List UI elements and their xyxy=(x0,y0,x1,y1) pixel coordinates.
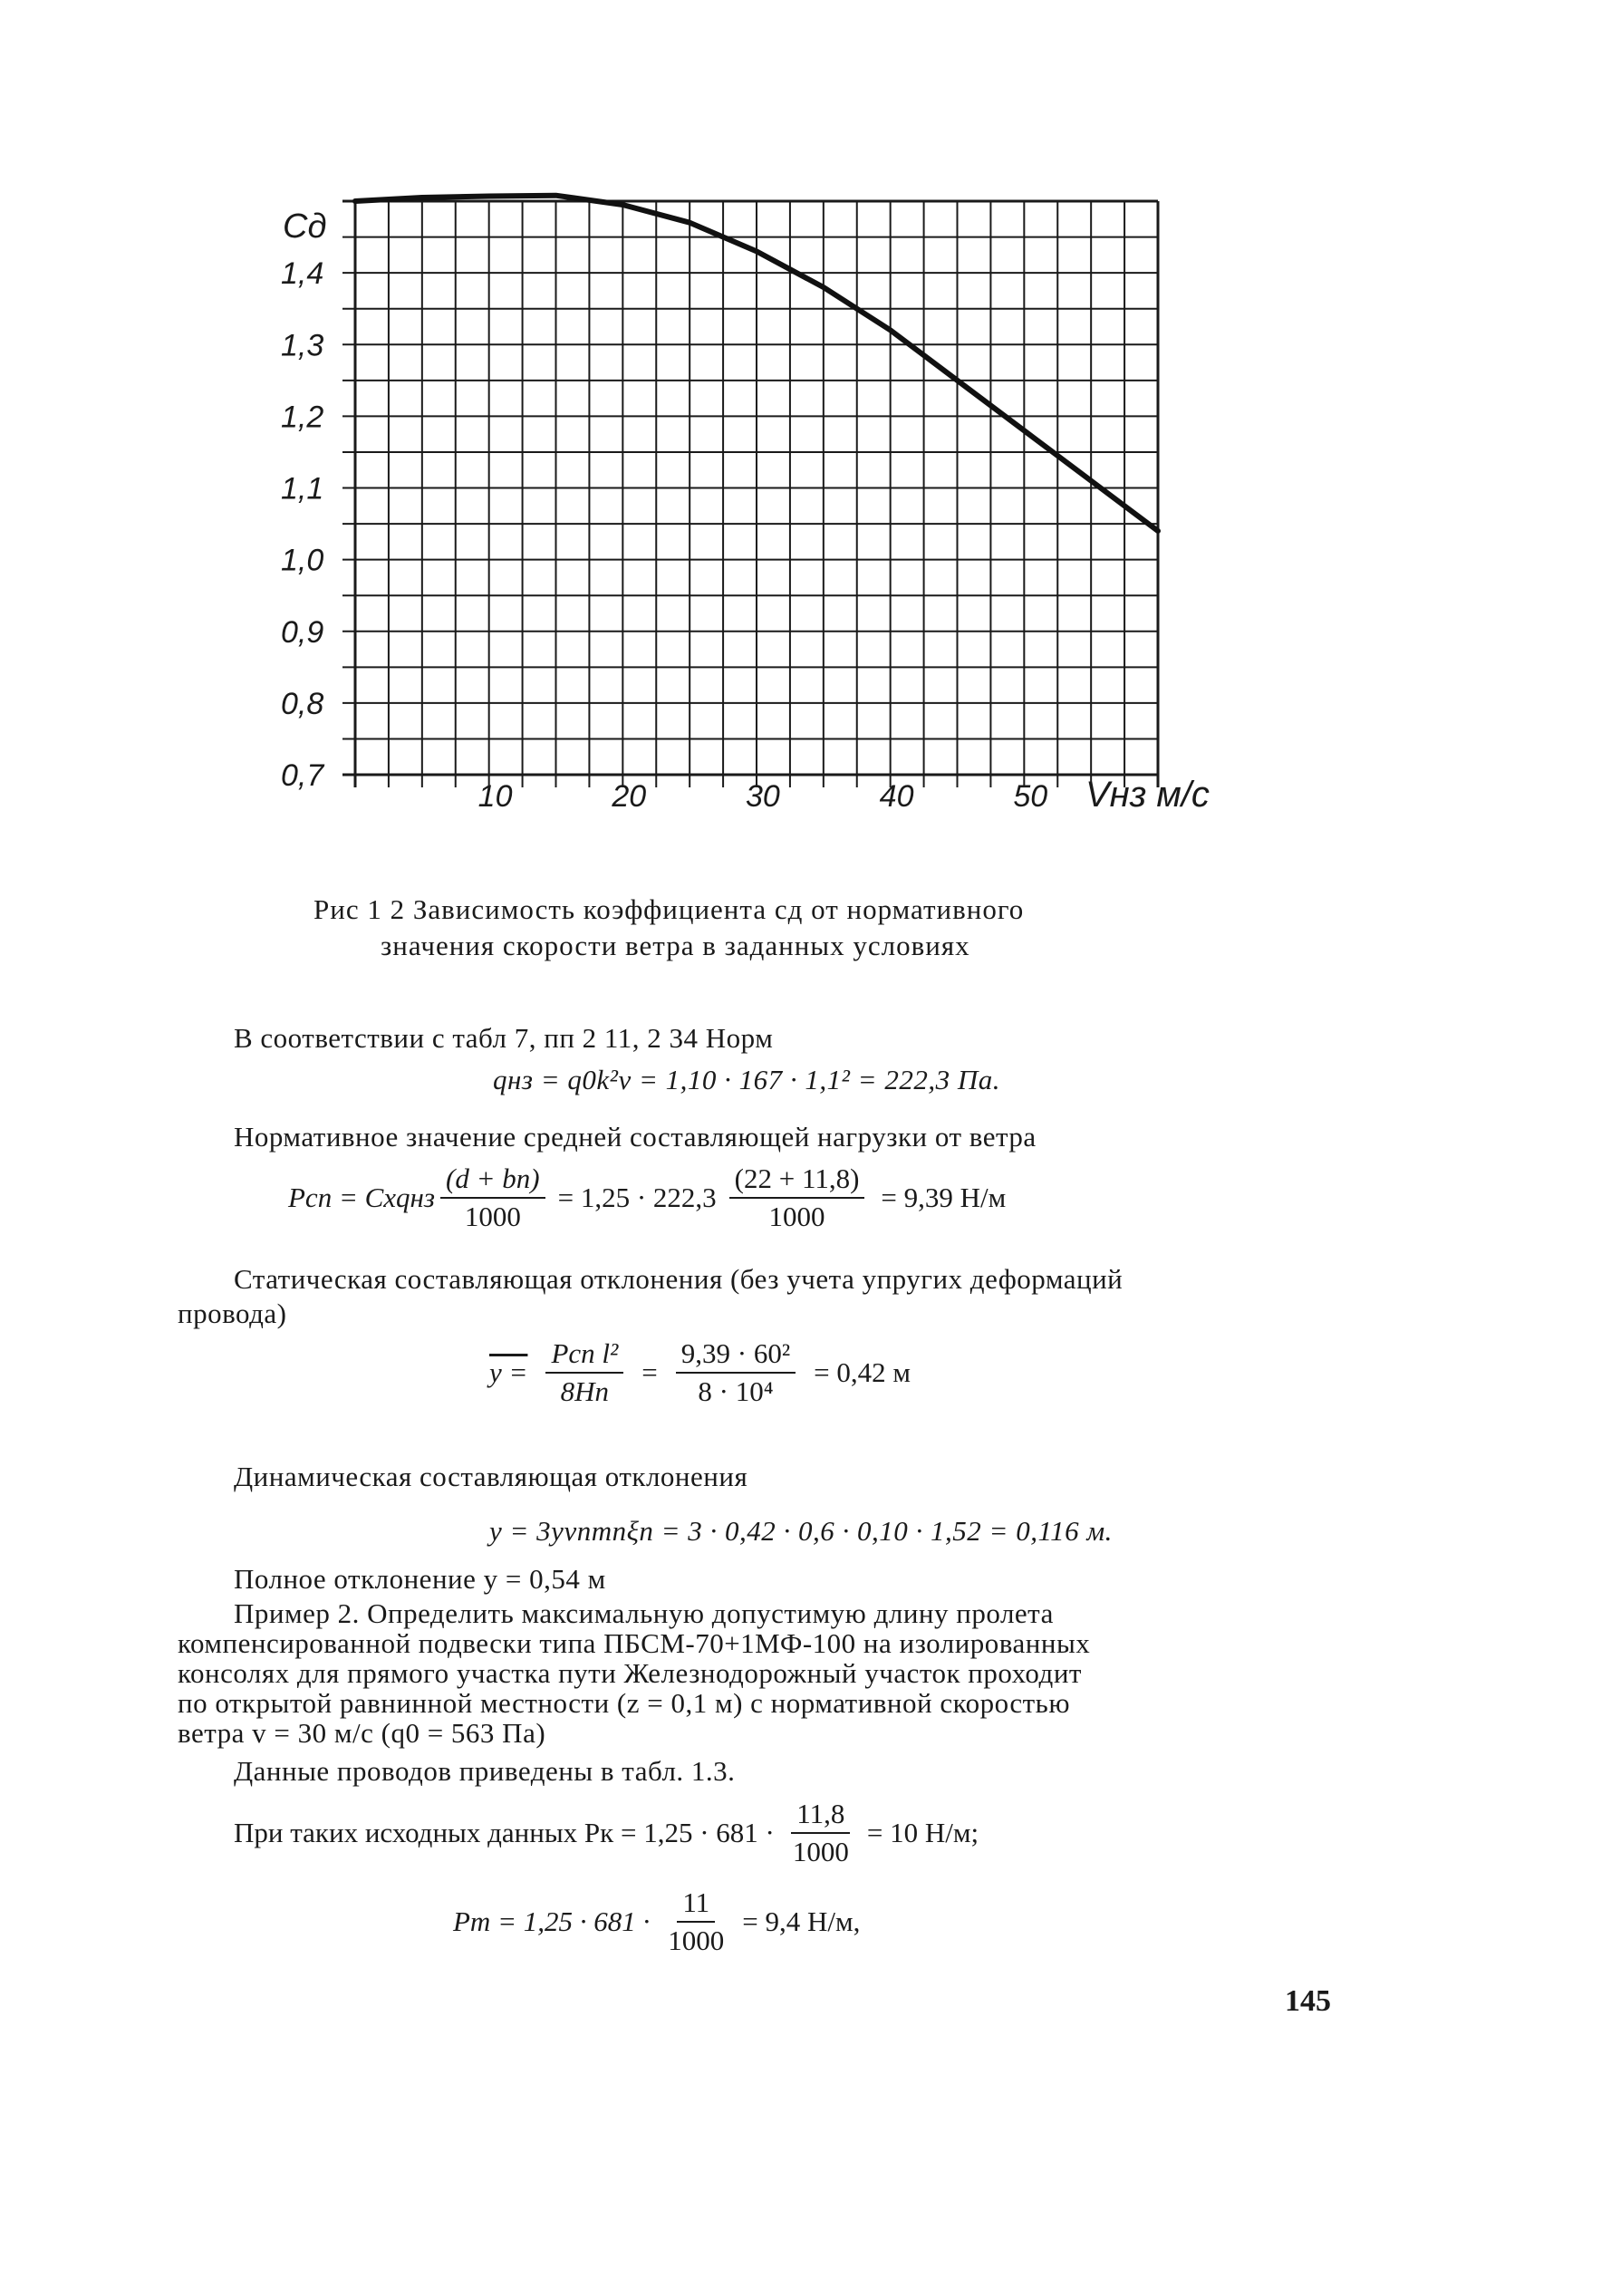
y-tick-label: 1,2 xyxy=(281,400,324,435)
paragraph-total-deflection: Полное отклонение y = 0,54 м xyxy=(234,1563,606,1595)
x-tick-label: 50 xyxy=(1013,779,1048,814)
y-tick-label: 1,0 xyxy=(281,543,324,578)
eq2-fraction-2 xyxy=(729,1162,865,1233)
eq3-frac2-den: 8 · 10⁴ xyxy=(698,1375,774,1407)
y-tick-labels xyxy=(281,256,324,793)
example-2-line-2: компенсированной подвески типа ПБСМ-70+1МФ-100 на изолированных xyxy=(178,1627,1091,1659)
equation-p-n xyxy=(288,1162,1006,1233)
equation-p-t xyxy=(453,1886,860,1957)
eq6-right: = 9,4 Н/м, xyxy=(742,1905,861,1937)
eq5-num: 11,8 xyxy=(791,1798,850,1834)
y-tick-label: 1,4 xyxy=(281,256,324,292)
eq2-left: Рсп = Схqнз xyxy=(288,1182,436,1213)
x-tick-label: 30 xyxy=(746,779,780,814)
eq3-frac1-den: 8Hп xyxy=(560,1375,610,1407)
equation-dynamic-y: y = 3yνпmпξп = 3 · 0,42 · 0,6 · 0,10 · 1,52 = 0,116 м. xyxy=(489,1515,1113,1547)
y-tick-label: 0,9 xyxy=(281,614,324,650)
eq2-frac1-num: (d + bп) xyxy=(440,1162,545,1199)
y-tick-label: 0,7 xyxy=(281,758,324,793)
eq3-frac2-num: 9,39 · 60² xyxy=(676,1337,796,1374)
eq5-right: = 10 Н/м; xyxy=(866,1817,979,1848)
y-tick-label: 1,1 xyxy=(281,471,324,506)
figure-caption-line-2: значения скорости ветра в заданных условиях xyxy=(381,930,970,961)
paragraph-static-deflection-line-2: провода) xyxy=(178,1298,287,1329)
eq2-frac1-den: 1000 xyxy=(464,1201,521,1232)
figure-caption-line-1: Рис 1 2 Зависимость коэффициента сд от нормативного xyxy=(313,893,1025,925)
eq2-mid: = 1,25 · 222,3 xyxy=(557,1182,717,1213)
paragraph-norm-reference: В соответствии с табл 7, пп 2 11, 2 34 Норм xyxy=(234,1022,774,1054)
x-tick-label: 10 xyxy=(477,779,513,814)
y-tick-label: 1,3 xyxy=(281,328,324,363)
x-axis-label: Vнз м/с xyxy=(1085,775,1210,815)
paragraph-wire-data: Данные проводов приведены в табл. 1.3. xyxy=(234,1755,736,1787)
eq3-right: = 0,42 м xyxy=(814,1356,911,1388)
eq3-frac1-num: Рсп l² xyxy=(545,1337,623,1374)
example-2-line-5: ветра v = 30 м/с (q0 = 563 Па) xyxy=(178,1717,546,1749)
paragraph-mean-wind-load: Нормативное значение средней составляющей нагрузки от ветра xyxy=(234,1121,1037,1153)
eq2-frac2-den: 1000 xyxy=(768,1201,825,1232)
eq2-fraction-1 xyxy=(440,1162,545,1233)
chart-grid xyxy=(342,201,1158,787)
example-2-line-3: консолях для прямого участка пути Железнодорожный участок проходит xyxy=(178,1657,1082,1689)
cd-vs-wind-speed-chart xyxy=(0,0,1601,870)
eq5-left: При таких исходных данных Рк = 1,25 · 681 · xyxy=(234,1817,775,1848)
x-tick-label: 40 xyxy=(879,779,914,814)
eq3-fraction-2 xyxy=(676,1337,796,1408)
example-2-line-1: Пример 2. Определить максимальную допустимую длину пролета xyxy=(234,1597,1054,1629)
eq5-fraction xyxy=(787,1798,854,1868)
eq6-left: Рт = 1,25 · 681 · xyxy=(453,1905,651,1937)
eq2-frac2-num: (22 + 11,8) xyxy=(729,1162,865,1199)
example-2-line-4: по открытой равнинной местности (z = 0,1 м) с нормативной скоростью xyxy=(178,1687,1070,1719)
paragraph-static-deflection-line-1: Статическая составляющая отклонения (без учета упругих деформаций xyxy=(234,1263,1124,1295)
equation-p-k xyxy=(234,1798,979,1868)
y-axis-label: Сд xyxy=(283,207,327,246)
eq2-right: = 9,39 Н/м xyxy=(881,1182,1007,1213)
y-tick-label: 0,8 xyxy=(281,686,324,721)
eq3-left: y = xyxy=(489,1356,528,1388)
equation-static-y xyxy=(489,1337,911,1408)
eq3-fraction-1 xyxy=(545,1337,623,1408)
x-tick-label: 20 xyxy=(612,779,647,814)
page-number: 145 xyxy=(1285,1984,1331,2018)
eq3-equals: = xyxy=(641,1356,658,1388)
eq6-den: 1000 xyxy=(668,1925,725,1956)
eq5-den: 1000 xyxy=(792,1836,849,1867)
x-tick-labels xyxy=(478,779,1048,814)
eq6-num: 11 xyxy=(677,1886,715,1923)
paragraph-dynamic-deflection: Динамическая составляющая отклонения xyxy=(234,1461,748,1492)
equation-q-nz: qнз = q0k²v = 1,10 · 167 · 1,1² = 222,3 Па. xyxy=(493,1064,1000,1095)
eq6-fraction xyxy=(662,1886,729,1957)
